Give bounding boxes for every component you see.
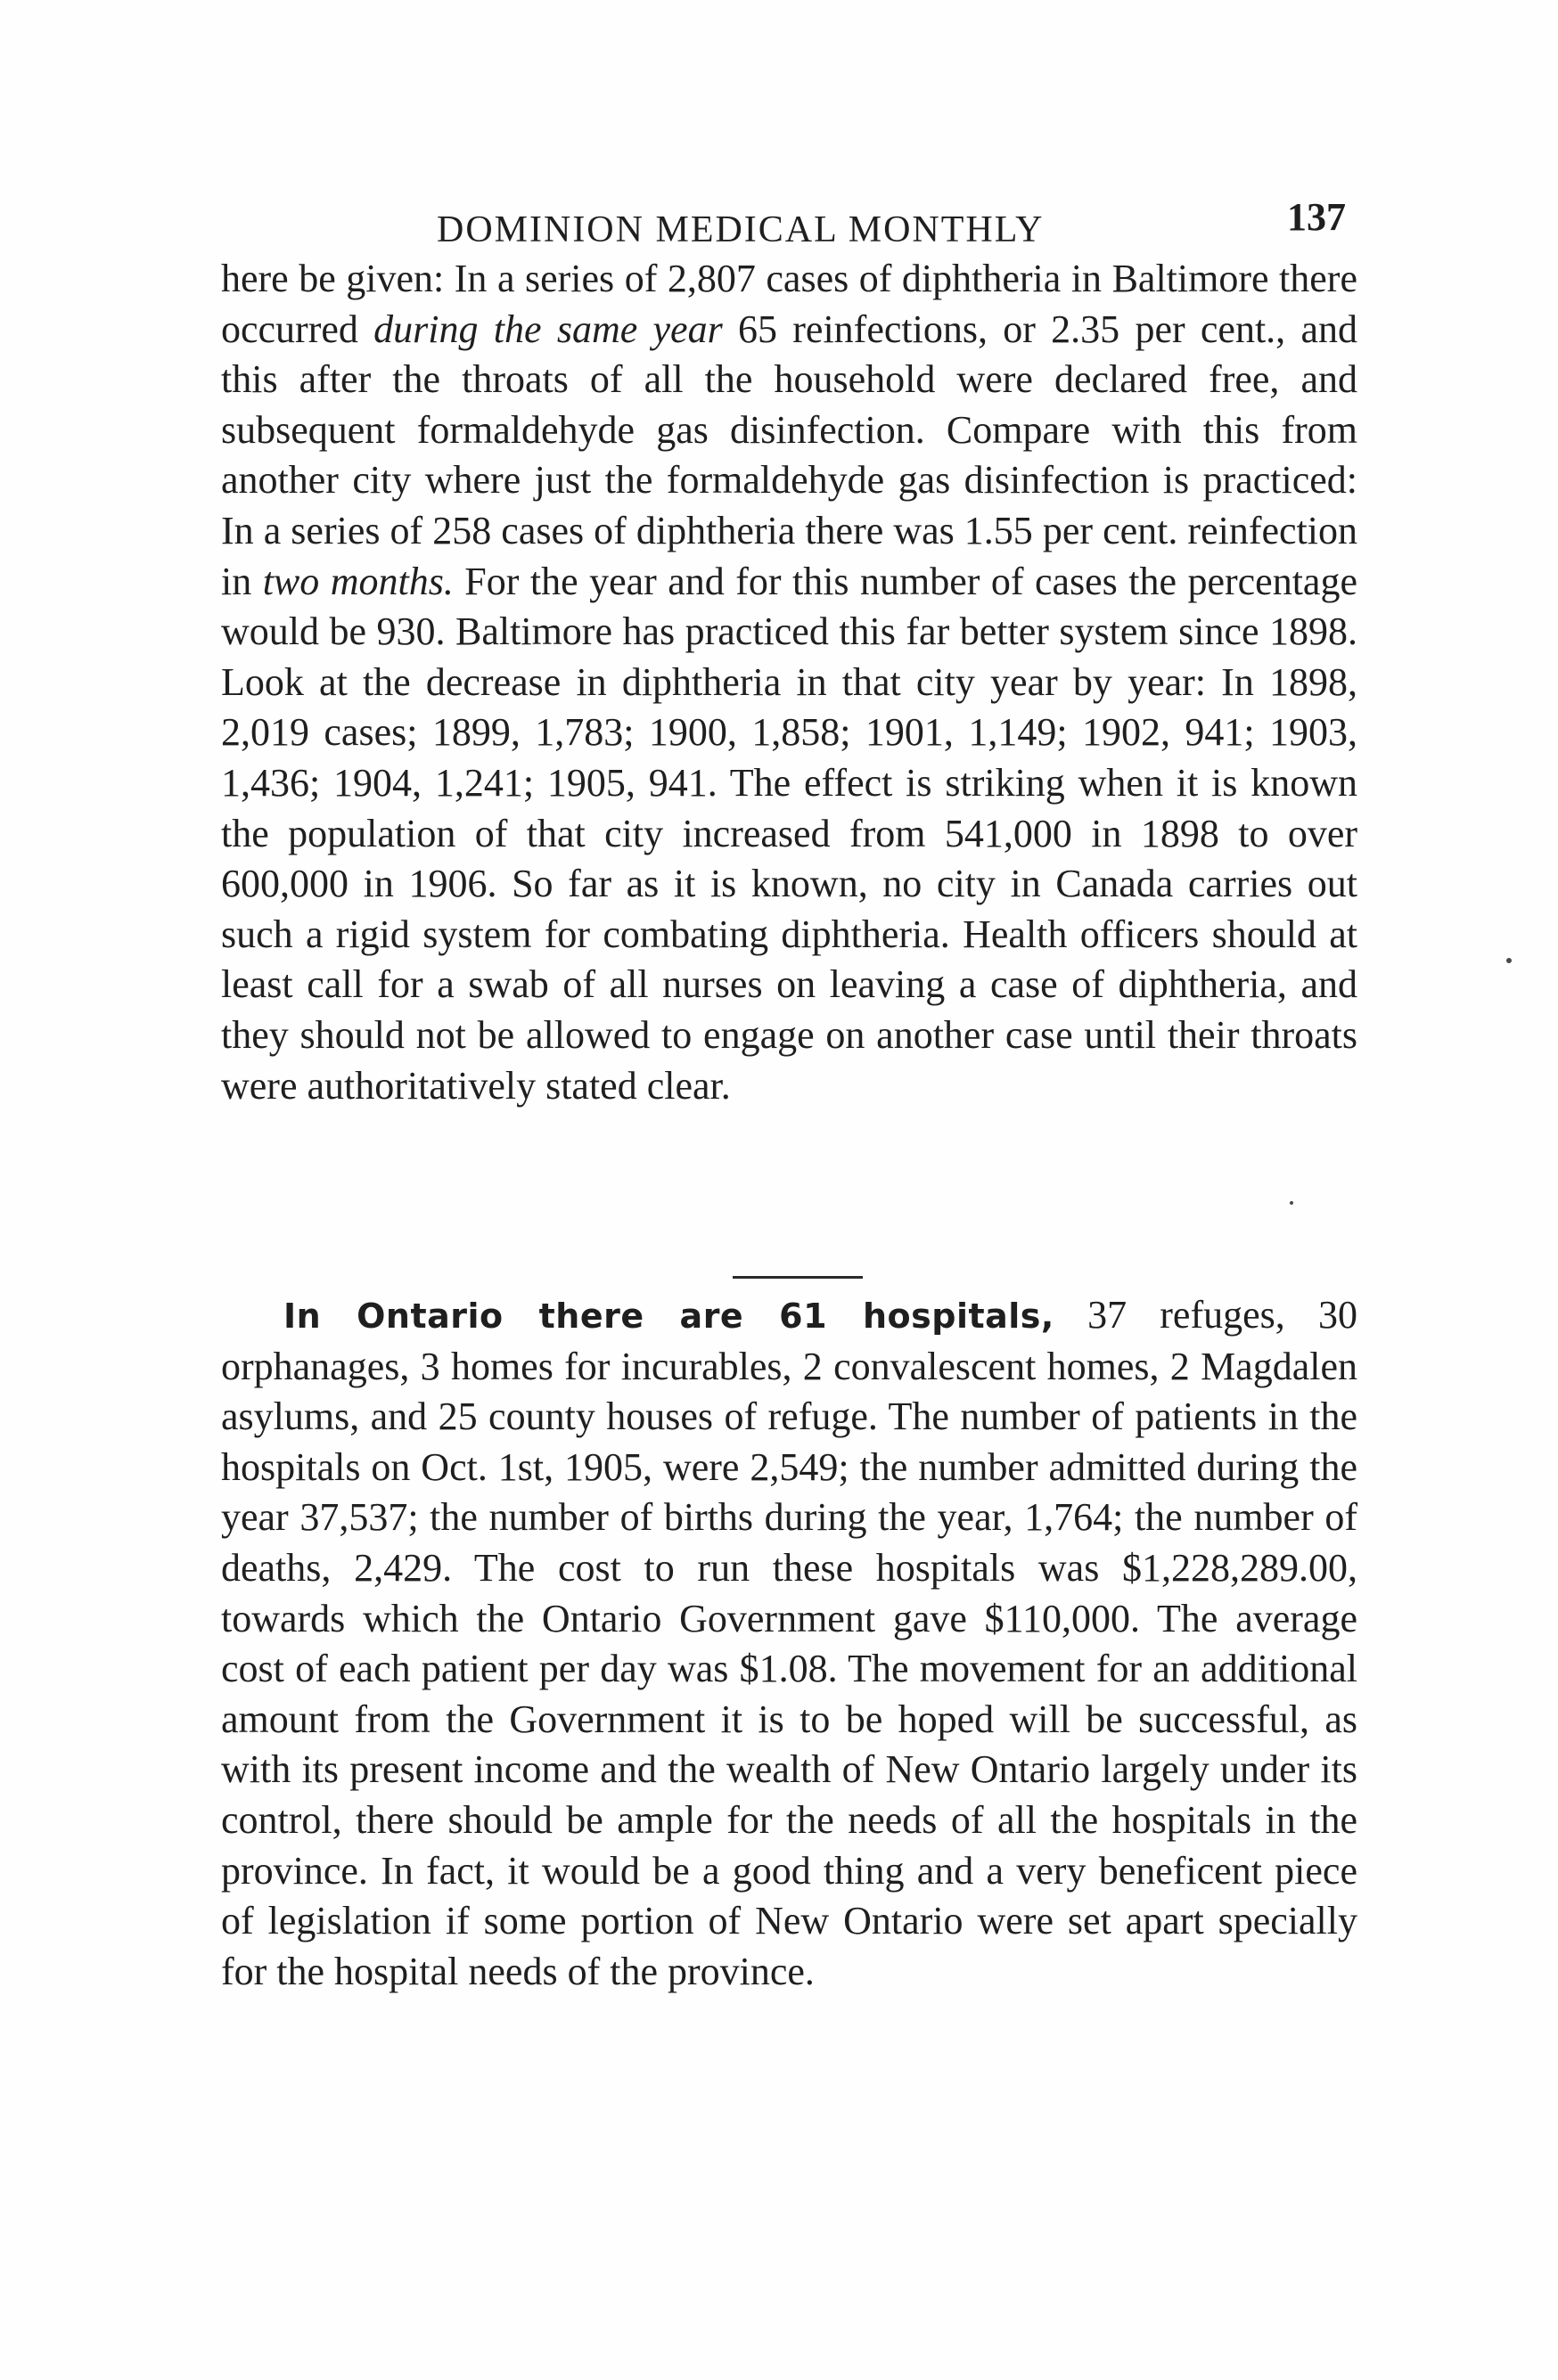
- article-paragraph-diphtheria: [221, 254, 1357, 1111]
- emphasis-during-same-year: during the same year: [373, 307, 723, 351]
- page-header: [214, 194, 1355, 257]
- paragraph-body: 37 refuges, 30 orphanages, 3 homes for incurables, 2 convalescent homes, 2 Magdalen asylums, and 25 county houses of refuge. The number of patients in the hospitals on Oct. 1st, 1905, were 2,549; the number admitted during the year 37,537; the number of births during the year, 1,764; the number of deaths, 2,429. The cost to run these hospitals was $1,228,289.00, towards which the Ontario Government gave $110,000. The average cost of each patient per day was $1.08. The movement for an additional amount from the Government it is to be hoped will be successful, as with its present income and the wealth of New Ontario largely under its control, there should be ample for the needs of all the hospitals in the province. In fact, it would be a good thing and a very beneficent piece of legislation if some portion of New Ontario were set apart specially for the hospital needs of the province.: [221, 1293, 1357, 1993]
- margin-speck: [1506, 958, 1512, 963]
- paragraph-text-middle: 65 reinfections, or 2.35 per cent., and this after the throats of all the household were declared free, and subsequent formaldehyde gas disinfection. Compare with this from another city where just the formaldehyde gas disinfection is practiced: In a series of 258 cases of diphtheria there was 1.55 per cent. reinfection in: [221, 307, 1357, 603]
- margin-speck: [1290, 1201, 1293, 1205]
- paragraph-text-start: here be given: In a series of 2,807 cases of diphtheria in Baltimore there occurred: [221, 257, 1357, 351]
- emphasis-two-months: two months.: [262, 559, 454, 603]
- paragraph-text-end: For the year and for this number of cases the percentage would be 930. Baltimore has practiced this far better system since 1898. Look at the decrease in diphtheria in that city year by year: In 1898, 2,019 cases; 1899, 1,783; 1900, 1,858; 1901, 1,149; 1902, 941; 1903, 1,436; 1904, 1,241; 1905, 941. The effect is striking when it is known the population of that city increased from 541,000 in 1898 to over 600,000 in 1906. So far as it is known, no city in Canada carries out such a rigid system for combating diphtheria. Health officers should at least call for a swab of all nurses on leaving a case of diphtheria, and they should not be allowed to engage on another case until their throats were authoritatively stated clear.: [221, 559, 1357, 1108]
- paragraph-lead-bold: In Ontario there are 61 hospitals,: [283, 1296, 1054, 1336]
- article-paragraph-ontario-hospitals: [221, 1290, 1357, 1997]
- section-divider: [733, 1276, 863, 1279]
- running-title: DOMINION MEDICAL MONTHLY: [437, 209, 1045, 250]
- paragraph-text: [221, 254, 1357, 1111]
- page-number: 137: [1287, 195, 1346, 239]
- paragraph-text: [221, 1290, 1357, 1997]
